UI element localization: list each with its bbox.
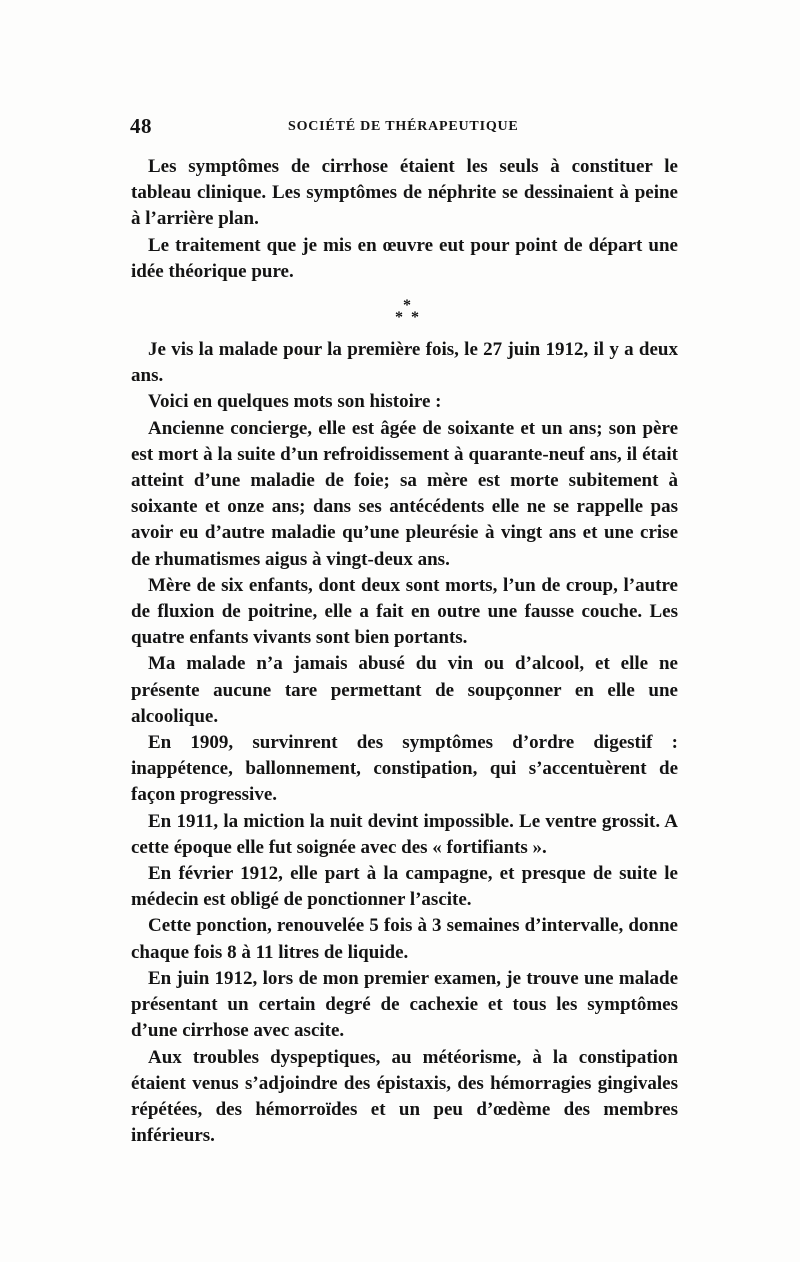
- paragraph: En février 1912, elle part à la campagne, et presque de suite le médecin est obligé de ponctionner l’ascite.: [131, 863, 678, 911]
- asterisk-mark: *: [411, 309, 419, 327]
- paragraph: Mère de six enfants, dont deux sont morts, l’un de croup, l’autre de fluxion de poitrine, elle a fait en outre une fausse couche. Les quatre enfants vivants sont bien portants.: [131, 574, 678, 649]
- paragraph: En 1909, survinrent des symptômes d’ordre digestif : inappétence, ballonnement, constipation, qui s’accentuèrent de façon progressive.: [131, 732, 678, 806]
- paragraph: Cette ponction, renouvelée 5 fois à 3 semaines d’intervalle, donne chaque fois 8 à 11 litres de liquide.: [131, 915, 678, 963]
- asterisk-mark: *: [403, 297, 411, 315]
- paragraph: En 1911, la miction la nuit devint impossible. Le ventre grossit. A cette époque elle fut soignée avec des « fortifiants ».: [131, 810, 678, 858]
- paragraph: Aux troubles dyspeptiques, au météorisme, à la constipation étaient venus s’adjoindre des épistaxis, des hémorragies gingivales répétées, des hémorroïdes et un peu d’œdème des membres inférieurs.: [131, 1046, 678, 1147]
- paragraph: Je vis la malade pour la première fois, le 27 juin 1912, il y a deux ans.: [131, 339, 678, 387]
- paragraph: Le traitement que je mis en œuvre eut pour point de départ une idée théorique pure.: [131, 234, 678, 282]
- page-header: [130, 114, 678, 142]
- paragraph: Ancienne concierge, elle est âgée de soixante et un ans; son père est mort à la suite d’un refroidissement à quarante-neuf ans, il était atteint d’une maladie de foie; sa mère est morte subitement à soixante et onze ans; dans ses antécédents elle ne se rappelle pas avoir eu d’autre maladie qu’une pleurésie à vingt ans et une crise de rhumatismes aigus à vingt-deux ans.: [131, 417, 678, 570]
- asterisk-mark: *: [395, 309, 403, 327]
- body-text: [131, 154, 678, 1149]
- paragraph: Ma malade n’a jamais abusé du vin ou d’alcool, et elle ne présente aucune tare permettant de soupçonner en elle une alcoolique.: [131, 653, 678, 727]
- asterism-separator: [131, 285, 678, 337]
- paragraph: Les symptômes de cirrhose étaient les seuls à constituer le tableau clinique. Les symptômes de néphrite se dessinaient à peine à l’arrière plan.: [131, 156, 678, 230]
- paragraph: Voici en quelques mots son histoire :: [148, 391, 442, 413]
- page-number: 48: [130, 114, 152, 138]
- running-title: SOCIÉTÉ DE THÉRAPEUTIQUE: [288, 119, 519, 134]
- paragraph: En juin 1912, lors de mon premier examen, je trouve une malade présentant un certain degré de cachexie et tous les symptômes d’une cirrhose avec ascite.: [131, 967, 678, 1042]
